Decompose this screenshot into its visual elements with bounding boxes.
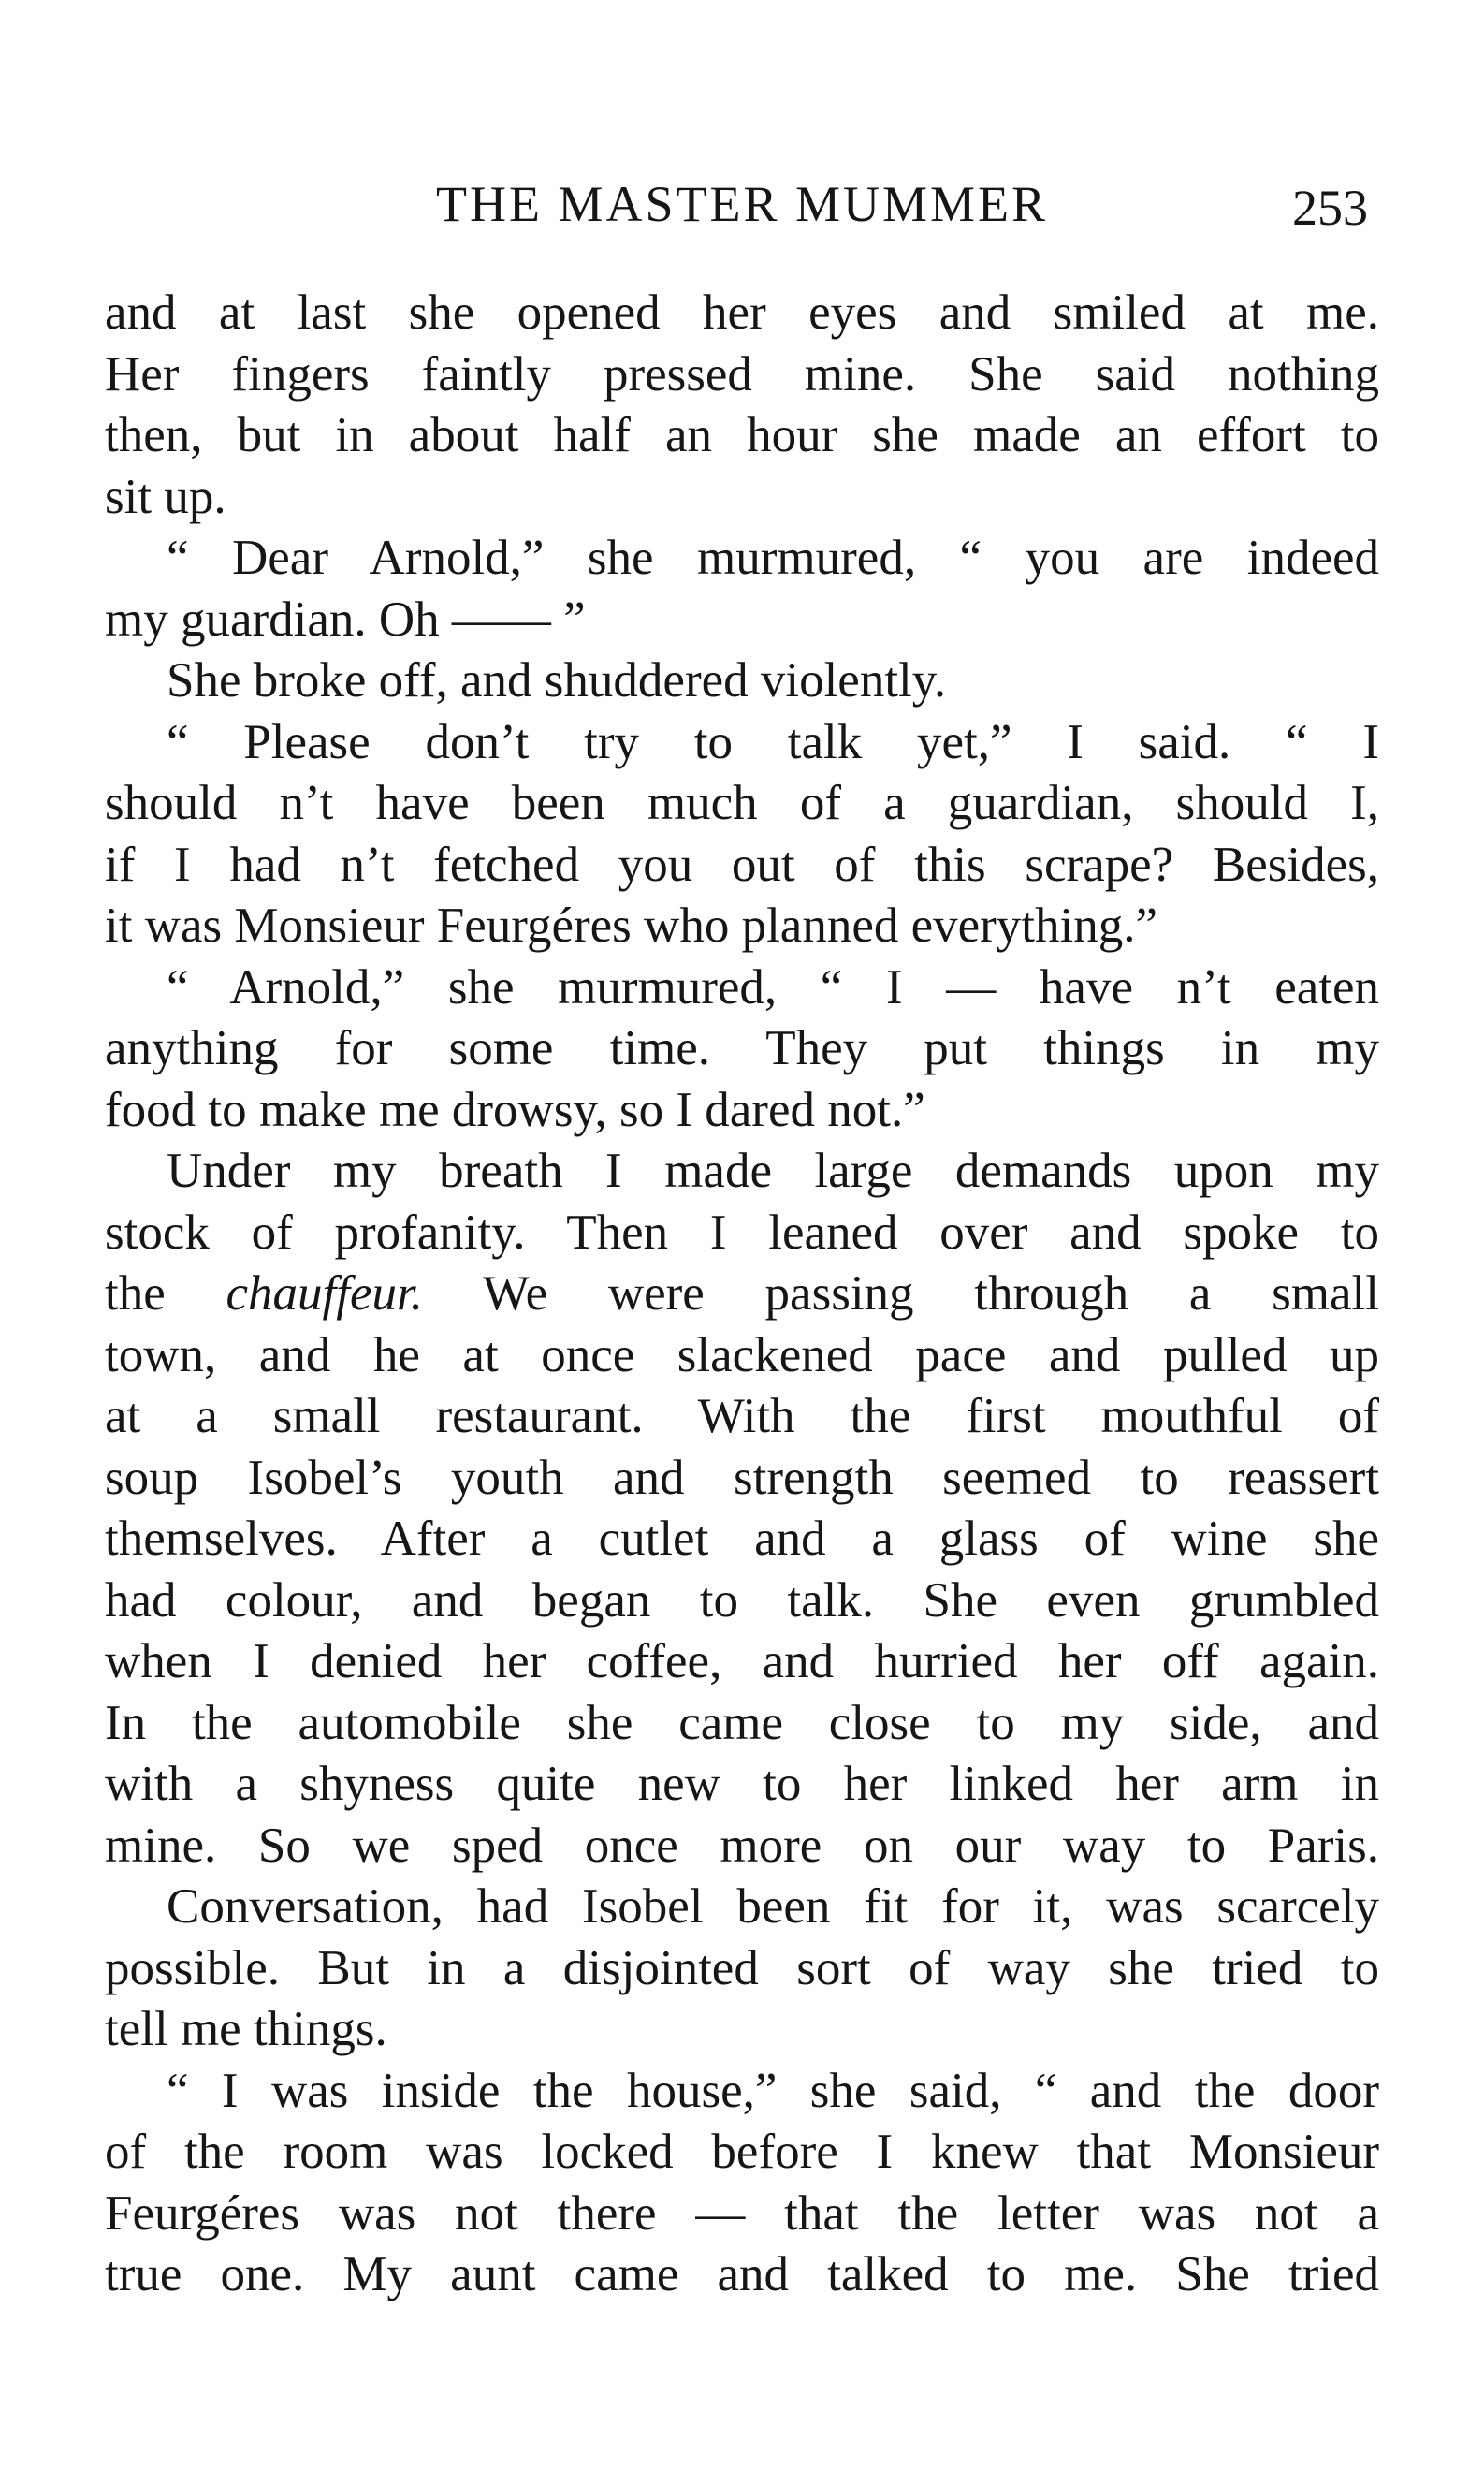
text-run: the	[105, 1266, 226, 1321]
text-run: stock of profanity. Then I leaned over and spoke to	[105, 1205, 1379, 1260]
text-line	[105, 1509, 1379, 1571]
text-line	[105, 957, 1379, 1019]
text-run: Under my breath I made large demands upon my	[167, 1144, 1379, 1198]
text-run: food to make me drowsy, so I dared not.”	[105, 1082, 925, 1137]
text-line	[105, 1754, 1379, 1816]
text-line	[105, 344, 1379, 406]
text-run: town, and he at once slackened pace and pulled up	[105, 1327, 1379, 1382]
text-run: at a small restaurant. With the first mouthful of	[105, 1389, 1379, 1443]
text-line	[105, 1203, 1379, 1264]
text-run: of the room was locked before I knew that Monsieur	[105, 2125, 1379, 2179]
text-line	[105, 467, 1379, 529]
text-run: had colour, and began to talk. She even grumbled	[105, 1572, 1379, 1628]
text-run: true one. My aunt came and talked to me. She tried	[105, 2247, 1379, 2301]
text-line	[105, 773, 1379, 835]
body-text	[105, 283, 1379, 2306]
text-line	[105, 1999, 1379, 2061]
text-run: Feurgéres was not there — that the letter was not a	[105, 2185, 1379, 2241]
italic-text-run: chauffeur.	[226, 1266, 423, 1321]
text-line	[105, 1080, 1379, 1142]
text-line	[105, 1938, 1379, 2000]
text-run: mine. So we sped once more on our way to Paris.	[105, 1818, 1379, 1873]
text-line	[105, 590, 1379, 651]
text-line	[105, 1018, 1379, 1080]
text-run: then, but in about half an hour she made an effort to	[105, 408, 1379, 462]
text-line	[105, 1571, 1379, 1632]
text-line	[105, 2061, 1379, 2123]
text-run: “ Arnold,” she murmured, “ I — have n’t eaten	[167, 959, 1379, 1015]
text-run: possible. But in a disjointed sort of way she tried to	[105, 1940, 1379, 1995]
text-line	[105, 1386, 1379, 1448]
running-title: THE MASTER MUMMER	[435, 176, 1049, 232]
text-run: when I denied her coffee, and hurried her off again.	[105, 1634, 1379, 1688]
text-line	[105, 835, 1379, 897]
text-run: Conversation, had Isobel been fit for it, was scarcely	[167, 1879, 1379, 1934]
text-run: “ I was inside the house,” she said, “ and the door	[167, 2063, 1379, 2118]
text-run: and at last she opened her eyes and smiled at me.	[105, 285, 1379, 340]
text-run: anything for some time. They put things in my	[105, 1021, 1379, 1075]
text-run: should n’t have been much of a guardian, should I,	[105, 776, 1379, 830]
text-run: tell me things.	[105, 2002, 387, 2056]
text-run: it was Monsieur Feurgéres who planned everything.”	[105, 898, 1158, 953]
text-run: with a shyness quite new to her linked her arm in	[105, 1757, 1379, 1811]
page-number: 253	[1292, 180, 1368, 236]
text-run: my guardian. Oh —— ”	[105, 592, 586, 647]
text-run: sit up.	[105, 469, 226, 524]
text-line	[105, 896, 1379, 957]
text-run: if I had n’t fetched you out of this scrape? Besides,	[105, 837, 1379, 892]
text-line	[105, 405, 1379, 467]
text-line	[105, 1141, 1379, 1203]
text-run: themselves. After a cutlet and a glass of wine she	[105, 1512, 1379, 1566]
text-line	[105, 1325, 1379, 1387]
text-line	[105, 283, 1379, 344]
text-line	[105, 1264, 1379, 1325]
text-line	[105, 2184, 1379, 2245]
text-run: “ Dear Arnold,” she murmured, “ you are indeed	[167, 531, 1379, 585]
text-line	[105, 1448, 1379, 1510]
text-run: We were passing through a small	[423, 1266, 1380, 1321]
text-run: Her fingers faintly pressed mine. She said nothing	[105, 346, 1379, 402]
text-line	[105, 712, 1379, 774]
text-line	[105, 2122, 1379, 2184]
text-line	[105, 1877, 1379, 1938]
text-run: soup Isobel’s youth and strength seemed to reassert	[105, 1450, 1379, 1505]
text-run: “ Please don’t try to talk yet,” I said. “ I	[167, 714, 1379, 769]
text-line	[105, 1631, 1379, 1693]
text-run: In the automobile she came close to my side, and	[105, 1695, 1379, 1750]
text-line	[105, 1693, 1379, 1755]
text-run: She broke off, and shuddered violently.	[167, 653, 947, 708]
running-header	[105, 167, 1379, 241]
text-line	[105, 528, 1379, 590]
text-line	[105, 2244, 1379, 2306]
text-line	[105, 1816, 1379, 1877]
text-line	[105, 650, 1379, 712]
